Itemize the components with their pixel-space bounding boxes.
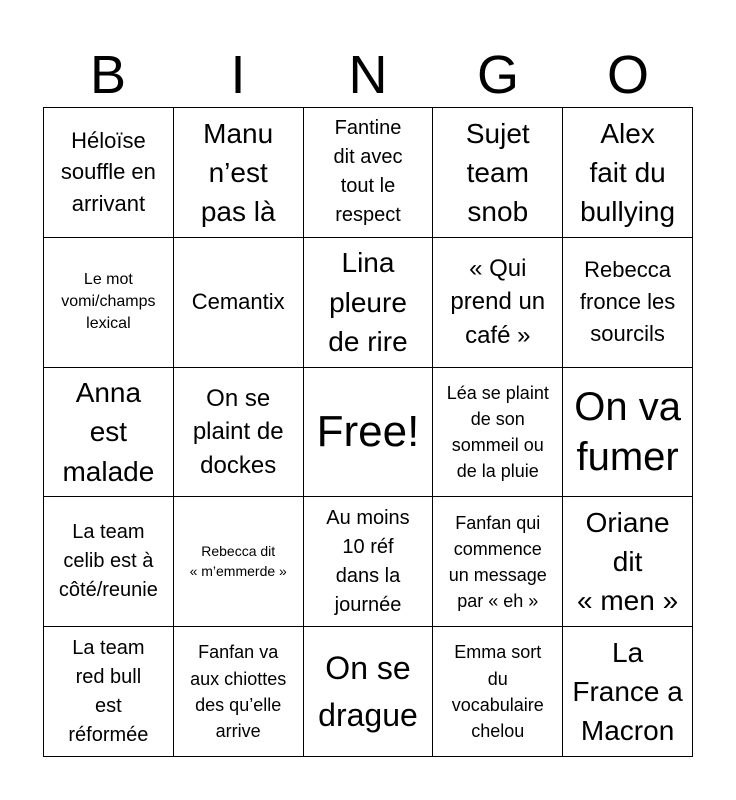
cell-text: Le mot vomi/champs lexical [61, 270, 156, 333]
bingo-cell[interactable] [433, 627, 563, 757]
cell-text: Rebecca fronce les sourcils [579, 257, 676, 347]
title-letter-o: O [606, 45, 649, 105]
cell-text: Fantine dit avec tout le respect [333, 117, 403, 227]
bingo-cell[interactable] [44, 238, 174, 368]
bingo-cell[interactable] [174, 497, 304, 627]
bingo-cell[interactable] [44, 368, 174, 498]
cell-text: Rebecca dit « m’emmerde » [189, 543, 287, 579]
cell-text: Lina pleure de rire [328, 247, 408, 357]
cell-text: Sujet team snob [465, 117, 530, 227]
cell-text: Héloïse souffle en arrivant [60, 127, 156, 217]
cell-text: Léa se plaint de son sommeil ou de la pluie [446, 382, 549, 482]
bingo-cell[interactable] [563, 368, 693, 498]
bingo-cell[interactable] [174, 238, 304, 368]
bingo-cell[interactable] [563, 238, 693, 368]
bingo-cell[interactable] [563, 108, 693, 238]
bingo-card-grid [43, 107, 693, 757]
bingo-cell[interactable] [44, 497, 174, 627]
bingo-title [43, 42, 693, 108]
cell-text: Alex fait du bullying [580, 117, 676, 227]
bingo-cell[interactable] [44, 108, 174, 238]
cell-text: La France a Macron [572, 636, 683, 747]
cell-text: Au moins 10 réf dans la journée [326, 506, 410, 616]
bingo-cell[interactable] [433, 108, 563, 238]
cell-text: On va fumer [574, 384, 681, 479]
bingo-cell[interactable] [304, 108, 434, 238]
cell-text: Oriane dit « men » [577, 507, 679, 617]
cell-text: Cemantix [191, 289, 285, 315]
bingo-cell[interactable] [563, 497, 693, 627]
bingo-cell[interactable] [563, 627, 693, 757]
cell-text: Fanfan qui commence un message par « eh » [448, 512, 547, 611]
bingo-cell[interactable] [433, 368, 563, 498]
cell-text: La team red bull est réformée [68, 636, 149, 746]
title-letter-b: B [89, 45, 127, 105]
bingo-cell[interactable] [174, 368, 304, 498]
title-letter-n: N [348, 45, 388, 105]
title-letter-i: I [230, 45, 246, 105]
bingo-cell[interactable] [433, 497, 563, 627]
bingo-cell[interactable] [433, 238, 563, 368]
free-space-cell[interactable] [304, 368, 434, 498]
cell-text: « Qui prend un café » [450, 254, 546, 349]
cell-text: On se plaint de dockes [192, 384, 284, 479]
bingo-cell[interactable] [174, 627, 304, 757]
cell-text: Anna est malade [62, 377, 155, 487]
bingo-cell[interactable] [304, 497, 434, 627]
cell-text: La team celib est à côté/reunie [58, 521, 158, 602]
bingo-cell[interactable] [304, 627, 434, 757]
title-letter-g: G [476, 45, 519, 105]
bingo-cell[interactable] [44, 627, 174, 757]
free-space-text: Free! [316, 406, 420, 456]
cell-text: Manu n’est pas là [200, 117, 276, 227]
bingo-cell[interactable] [174, 108, 304, 238]
cell-text: Emma sort du vocabulaire chelou [451, 642, 544, 741]
bingo-cell[interactable] [304, 238, 434, 368]
cell-text: On se drague [318, 650, 418, 733]
cell-text: Fanfan va aux chiottes des qu’elle arrive [190, 642, 287, 741]
